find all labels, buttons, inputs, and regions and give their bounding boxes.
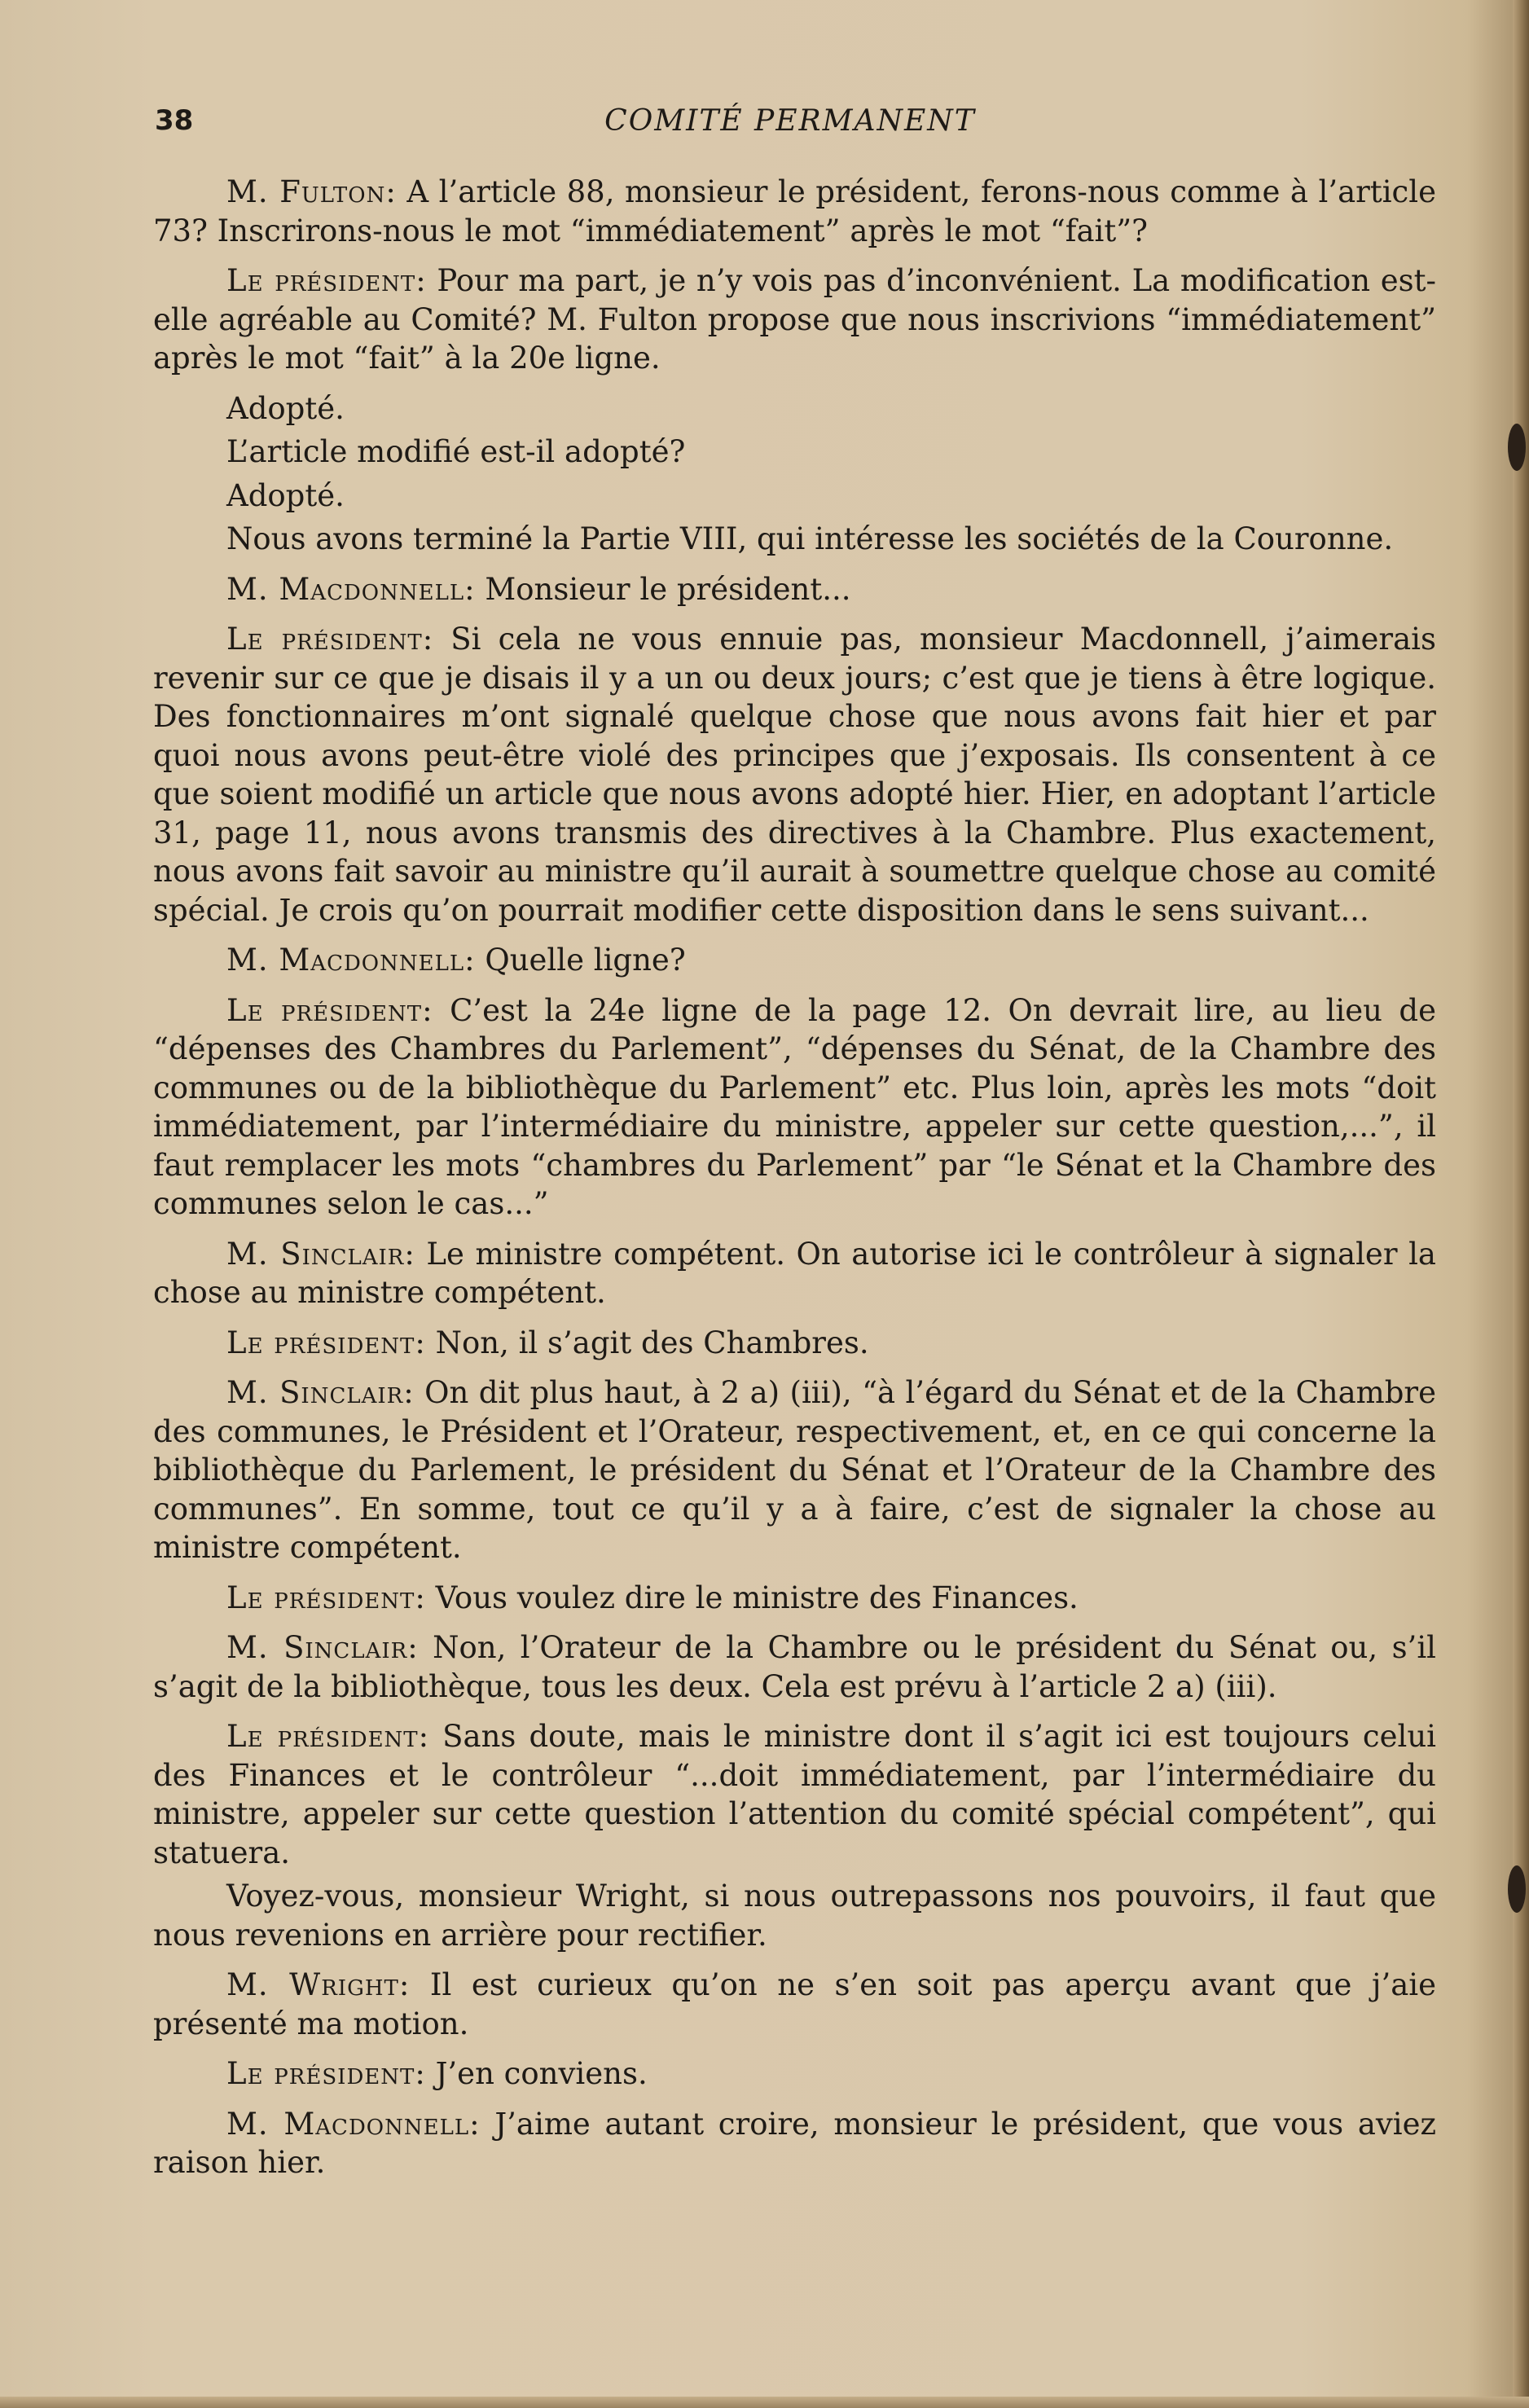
paragraph: [153, 941, 1436, 980]
paragraph-text: Monsieur le président...: [475, 571, 851, 607]
speaker-name: M. Macdonnell:: [226, 2106, 481, 2142]
paragraph: [153, 1717, 1436, 1872]
paragraph-text: Le ministre compétent. On autorise ici le contrôleur à signaler la chose au ministre compétent.: [153, 1236, 1436, 1310]
page-bottom-edge: [0, 2397, 1529, 2408]
paragraph: [153, 389, 1436, 428]
paragraph-text: Adopté.: [226, 390, 345, 426]
speaker-name: Le président:: [226, 1580, 426, 1615]
paragraph: [153, 1324, 1436, 1363]
document-body: [153, 173, 1436, 2194]
speaker-name: Le président:: [226, 1325, 426, 1360]
paragraph-text: Adopté.: [226, 477, 345, 513]
paragraph-text: J’aime autant croire, monsieur le président, que vous aviez raison hier.: [153, 2106, 1437, 2180]
paragraph: [153, 477, 1436, 516]
paragraph: [153, 1877, 1436, 1954]
paragraph-text: C’est la 24e ligne de la page 12. On devrait lire, au lieu de “dépenses des Chambres du Parlement”, “dépenses du Sénat, de la Chambre des communes ou de la bibliothèque du Parlement” etc. Plus loin, après les mots “doit immédiatement, par l’intermédiaire du ministre, appeler sur cette question,...”, il faut remplacer les mots “chambres du Parlement” par “le Sénat et la Chambre des communes selon le cas...”: [153, 992, 1437, 1221]
page-right-edge: [1513, 0, 1529, 2408]
paragraph: [153, 173, 1436, 250]
paragraph-text: Si cela ne vous ennuie pas, monsieur Macdonnell, j’aimerais revenir sur ce que je disais il y a un ou deux jours; c’est que je tiens à être logique. Des fonctionnaires m’ont signalé quelque chose que nous avons fait hier et par quoi nous avons peut-être violé des principes que j’exposais. Ils consentent à ce que soient modifié un article que nous avons adopté hier. Hier, en adoptant l’article 31, page 11, nous avons transmis des directives à la Chambre. Plus exactement, nous avons fait savoir au ministre qu’il aurait à soumettre quelque chose au comité spécial. Je crois qu’on pourrait modifier cette disposition dans le sens suivant...: [153, 622, 1436, 928]
speaker-name: M. Fulton:: [226, 174, 397, 209]
page-number: 38: [155, 104, 194, 137]
paragraph: [153, 1579, 1436, 1618]
paragraph: [153, 1235, 1436, 1312]
paragraph-text: Sans doute, mais le ministre dont il s’agit ici est toujours celui des Finances et le contrôleur “...doit immédiatement, par l’intermédiaire du ministre, appeler sur cette question l’attention du comité spécial compétent”, qui statuera.: [153, 1719, 1436, 1870]
paragraph: [153, 520, 1436, 559]
speaker-name: M. Macdonnell:: [226, 943, 476, 978]
paragraph: [153, 1628, 1436, 1706]
running-head: [155, 104, 1426, 145]
paragraph: [153, 1966, 1436, 2043]
paragraph: [153, 433, 1436, 472]
binding-mark: [1508, 1865, 1526, 1913]
speaker-name: M. Sinclair:: [226, 1236, 415, 1272]
binding-mark: [1508, 424, 1526, 471]
paragraph-text: Vous voulez dire le ministre des Finances.: [425, 1580, 1079, 1615]
paragraph-text: A l’article 88, monsieur le président, ferons-nous comme à l’article 73? Inscrirons-nous le mot “immédiatement” après le mot “fait”?: [153, 174, 1436, 248]
speaker-name: Le président:: [226, 992, 433, 1028]
paragraph-text: Nous avons terminé la Partie VIII, qui intéresse les sociétés de la Couronne.: [226, 521, 1394, 556]
paragraph-text: Pour ma part, je n’y vois pas d’inconvénient. La modification est-elle agréable au Comité? M. Fulton propose que nous inscrivions “immédiatement” après le mot “fait” à la 20e ligne.: [153, 263, 1436, 376]
paragraph: [153, 2054, 1436, 2094]
paragraph: [153, 261, 1436, 378]
paragraph: [153, 1373, 1436, 1567]
paragraph-text: On dit plus haut, à 2 a) (iii), “à l’égard du Sénat et de la Chambre des communes, le Président et l’Orateur, respectivement, et, en ce qui concerne la bibliothèque du Parlement, le président du Sénat et l’Orateur de la Chambre des communes”. En somme, tout ce qu’il y a à faire, c’est de signaler la chose au ministre compétent.: [153, 1375, 1436, 1565]
speaker-name: M. Macdonnell:: [226, 571, 476, 607]
running-title: COMITÉ PERMANENT: [604, 104, 976, 138]
paragraph: [153, 620, 1436, 929]
paragraph: [153, 2105, 1436, 2182]
paragraph-text: J’en conviens.: [425, 2056, 648, 2091]
paragraph-text: Quelle ligne?: [475, 943, 686, 978]
speaker-name: M. Sinclair:: [226, 1375, 415, 1410]
paragraph-text: Voyez-vous, monsieur Wright, si nous outrepassons nos pouvoirs, il faut que nous revenions en arrière pour rectifier.: [153, 1879, 1436, 1953]
speaker-name: Le président:: [226, 622, 434, 657]
speaker-name: Le président:: [226, 1719, 430, 1754]
paragraph-text: Il est curieux qu’on ne s’en soit pas aperçu avant que j’aie présenté ma motion.: [153, 1967, 1436, 2041]
speaker-name: M. Sinclair:: [226, 1630, 419, 1665]
speaker-name: Le président:: [226, 2056, 426, 2091]
paragraph-text: Non, il s’agit des Chambres.: [425, 1325, 869, 1360]
speaker-name: Le président:: [226, 263, 427, 298]
paragraph: [153, 991, 1436, 1224]
paragraph-text: Non, l’Orateur de la Chambre ou le président du Sénat ou, s’il s’agit de la bibliothèque, tous les deux. Cela est prévu à l’article 2 a) (iii).: [153, 1630, 1436, 1704]
speaker-name: M. Wright:: [226, 1967, 411, 2002]
paragraph-text: L’article modifié est-il adopté?: [226, 434, 686, 469]
paragraph: [153, 570, 1436, 609]
